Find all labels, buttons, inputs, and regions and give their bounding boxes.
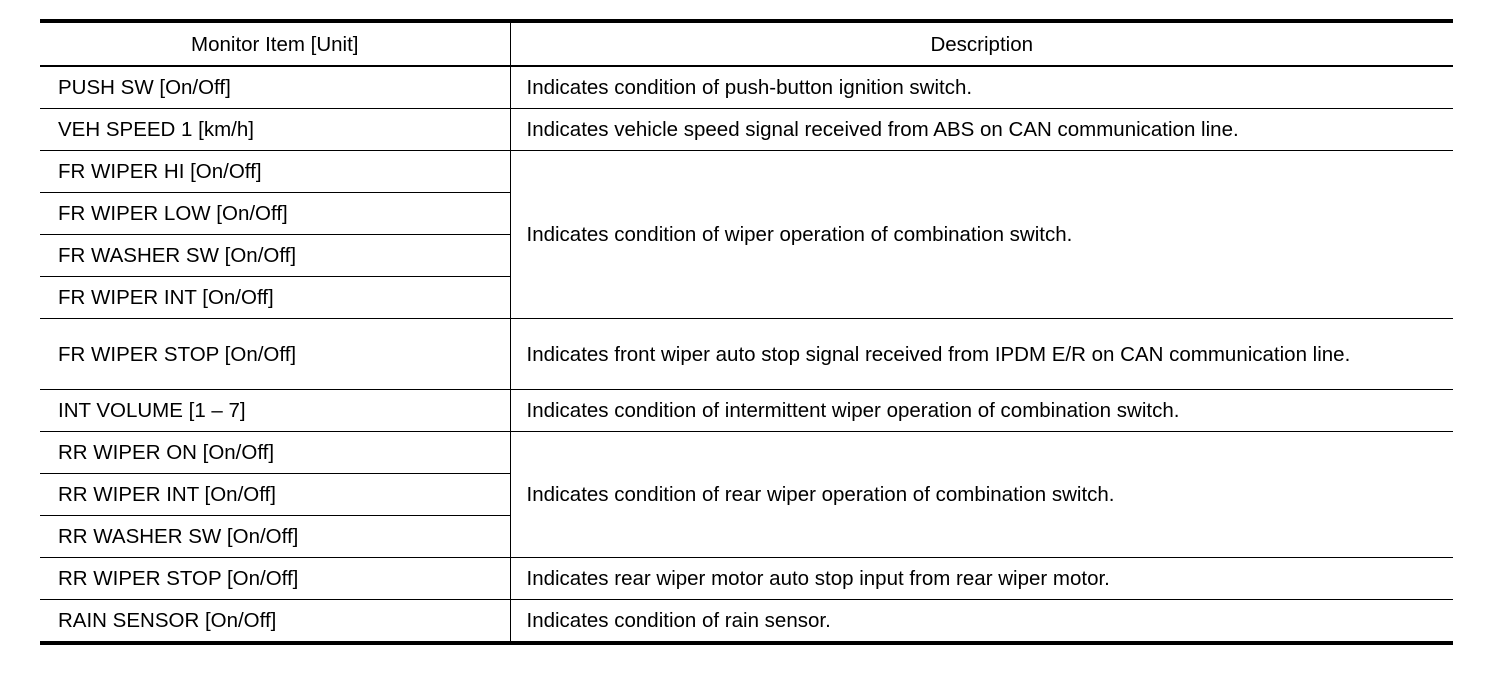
table-row: [40, 600, 1453, 644]
header-description: Description: [510, 21, 1453, 66]
monitor-item-cell: RR WIPER ON [On/Off]: [40, 432, 510, 474]
monitor-item-cell: RR WASHER SW [On/Off]: [40, 516, 510, 558]
description-cell: Indicates condition of intermittent wiper operation of combination switch.: [510, 390, 1453, 432]
monitor-item-cell: FR WIPER INT [On/Off]: [40, 277, 510, 319]
header-monitor-item: Monitor Item [Unit]: [40, 21, 510, 66]
monitor-item-cell: PUSH SW [On/Off]: [40, 66, 510, 109]
table-row: [40, 151, 1453, 193]
monitor-item-cell: INT VOLUME [1 – 7]: [40, 390, 510, 432]
table-row: [40, 109, 1453, 151]
description-cell: Indicates condition of rain sensor.: [510, 600, 1453, 644]
monitor-item-table: [40, 19, 1453, 645]
table-row: [40, 66, 1453, 109]
description-cell: Indicates condition of rear wiper operation of combination switch.: [510, 432, 1453, 558]
monitor-item-cell: FR WASHER SW [On/Off]: [40, 235, 510, 277]
description-cell: Indicates condition of wiper operation of combination switch.: [510, 151, 1453, 319]
description-cell: Indicates front wiper auto stop signal received from IPDM E/R on CAN communication line.: [510, 319, 1453, 390]
table-row: [40, 558, 1453, 600]
monitor-item-cell: FR WIPER LOW [On/Off]: [40, 193, 510, 235]
table-row: [40, 319, 1453, 390]
table-header-row: [40, 21, 1453, 66]
table-row: [40, 390, 1453, 432]
table-row: [40, 432, 1453, 474]
description-cell: Indicates condition of push-button ignition switch.: [510, 66, 1453, 109]
monitor-item-cell: RAIN SENSOR [On/Off]: [40, 600, 510, 644]
description-cell: Indicates rear wiper motor auto stop input from rear wiper motor.: [510, 558, 1453, 600]
monitor-item-cell: FR WIPER STOP [On/Off]: [40, 319, 510, 390]
monitor-item-table-container: [40, 19, 1453, 645]
monitor-item-cell: VEH SPEED 1 [km/h]: [40, 109, 510, 151]
monitor-item-cell: RR WIPER INT [On/Off]: [40, 474, 510, 516]
description-cell: Indicates vehicle speed signal received from ABS on CAN communication line.: [510, 109, 1453, 151]
monitor-item-cell: FR WIPER HI [On/Off]: [40, 151, 510, 193]
monitor-item-cell: RR WIPER STOP [On/Off]: [40, 558, 510, 600]
